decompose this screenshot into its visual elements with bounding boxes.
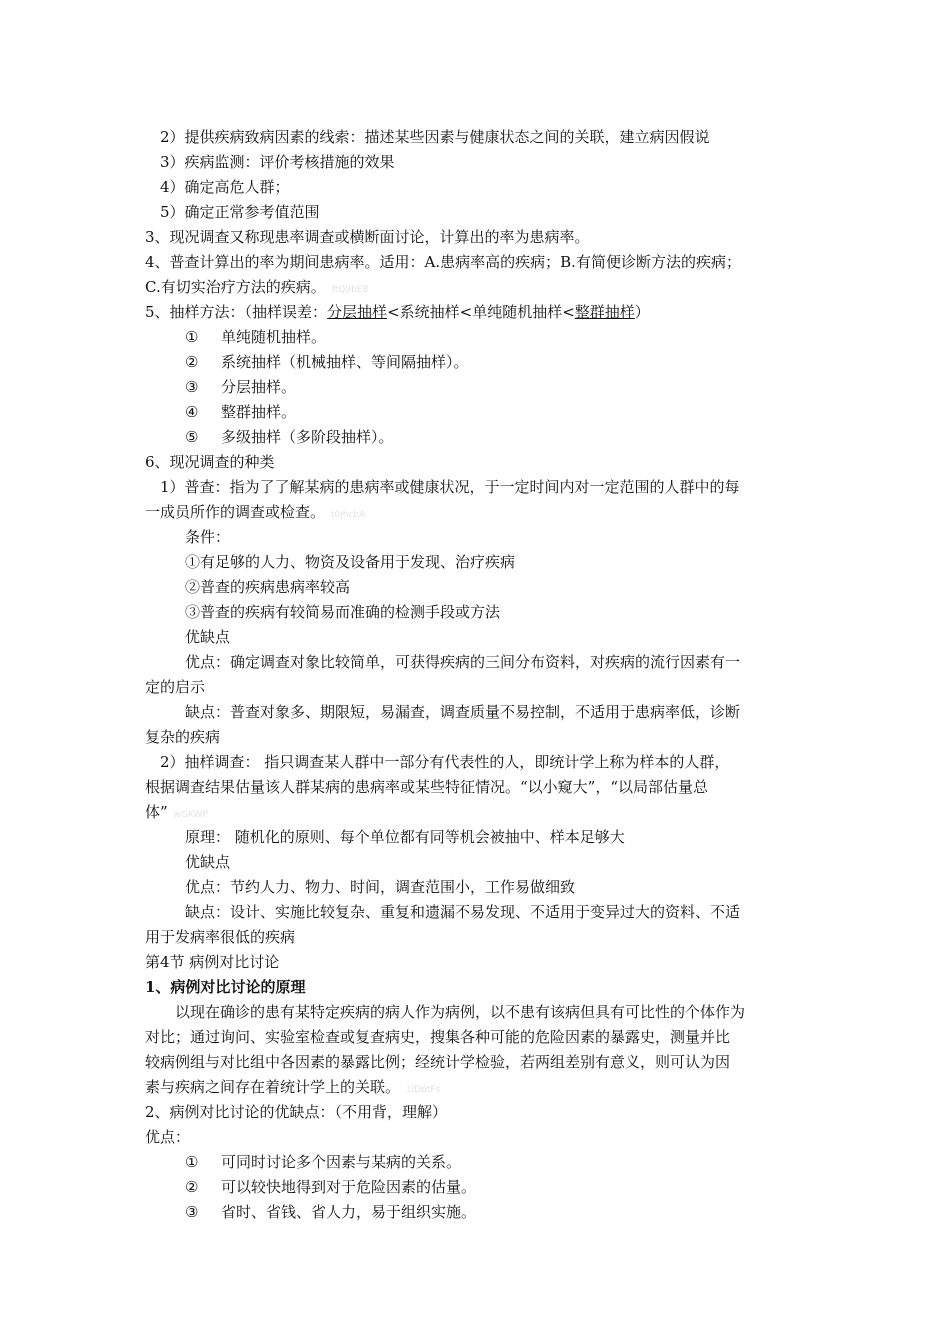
list-item-6: 6、现况调查的种类 <box>145 453 275 471</box>
text-line: 5）确定正常参考值范围 <box>160 203 320 221</box>
subsection-heading: 2、病例对比讨论的优缺点：（不用背，理解） <box>145 1103 448 1121</box>
list-text: 系统抽样（机械抽样、等间隔抽样）。 <box>221 353 469 371</box>
list-number: ④ <box>185 403 199 421</box>
watermark: t0jhcbA <box>331 510 366 520</box>
text-line: 缺点：普查对象多、期限短，易漏查，调查质量不易控制，不适用于患病率低，诊断 <box>185 703 741 721</box>
list-text: 省时、省钱、省人力，易于组织实施。 <box>221 1203 477 1221</box>
list-number: ② <box>185 1178 199 1196</box>
list-number: ③ <box>185 378 199 396</box>
list-number: ⑤ <box>185 428 199 446</box>
list-number: ① <box>185 1153 199 1171</box>
text-line: 复杂的疾病 <box>145 728 221 746</box>
subsection-heading: 1、病例对比讨论的原理 <box>145 978 306 996</box>
cluster-sampling: 整群抽样 <box>574 303 635 321</box>
list-number: ③ <box>185 1203 199 1221</box>
watermark: wGKWP <box>173 810 208 820</box>
text-line: 优点：节约人力、物力、时间，调查范围小，工作易做细致 <box>185 878 576 896</box>
watermark: ftQ9bE8 <box>331 285 369 295</box>
text-line: 优点：确定调查对象比较简单，可获得疾病的三间分布资料，对疾病的流行因素有一 <box>185 653 741 671</box>
text-line <box>145 500 807 524</box>
text-line <box>145 275 807 299</box>
sampling-heading: 5、抽样方法：（抽样误差： <box>145 303 328 321</box>
list-item-4: 4、普查计算出的率为期间患病率。适用：A.患病率高的疾病；B.有简便诊断方法的疾病； <box>145 253 741 271</box>
text-line: 定的启示 <box>145 678 206 696</box>
list-text: 可以较快地得到对于危险因素的估量。 <box>221 1178 477 1196</box>
text-line-content: 一成员所作的调查或检查。 <box>145 503 326 521</box>
text-line-content: 体” <box>145 803 168 821</box>
text-line-content: C.有切实治疗方法的疾病。 <box>145 278 326 296</box>
text-line: 缺点：设计、实施比较复杂、重复和遗漏不易发现、不适用于变异过大的资料、不适 <box>185 903 741 921</box>
list-item <box>185 425 807 449</box>
text-line: 优缺点 <box>185 628 231 646</box>
text-line: 4）确定高危人群； <box>160 178 290 196</box>
text-line: 条件： <box>185 528 231 546</box>
text-line: ③普查的疾病有较简易而准确的检测手段或方法 <box>185 603 501 621</box>
text-line: 根据调查结果估量该人群某病的患病率或某些特征情况。“以小窥大”，“以局部估量总 <box>145 778 709 796</box>
list-number: ① <box>185 328 199 346</box>
text-line-content: 素与疾病之间存在着统计学上的关联。 <box>145 1078 401 1096</box>
list-item <box>185 325 807 349</box>
text-line: 2）抽样调查： 指只调查某人群中一部分有代表性的人，即统计学上称为样本的人群， <box>160 753 730 771</box>
text-line: ②普查的疾病患病率较高 <box>185 578 351 596</box>
section-heading: 第4节 病例对比讨论 <box>145 953 280 971</box>
list-item <box>185 350 807 374</box>
list-item-5 <box>145 300 807 324</box>
text-line <box>145 800 807 824</box>
list-item <box>185 1150 807 1174</box>
text-line: 优点： <box>145 1128 191 1146</box>
text-line: 原理： 随机化的原则、每个单位都有同等机会被抽中、样本足够大 <box>185 828 625 846</box>
list-item <box>185 1175 807 1199</box>
text-line: 较病例组与对比组中各因素的暴露比例；经统计学检验，若两组差别有意义，则可认为因 <box>145 1053 731 1071</box>
list-text: 单纯随机抽样。 <box>221 328 327 346</box>
list-text: 可同时讨论多个因素与某病的关系。 <box>221 1153 462 1171</box>
text-line: ①有足够的人力、物资及设备用于发现、治疗疾病 <box>185 553 516 571</box>
text-line: 以现在确诊的患有某特定疾病的病人作为病例，以不患有该病但具有可比性的个体作为 <box>175 1003 746 1021</box>
list-text: 分层抽样。 <box>221 378 297 396</box>
watermark: 1lD6tFs <box>406 1085 441 1095</box>
text-line: 用于发病率很低的疾病 <box>145 928 296 946</box>
list-item-3: 3、现况调查又称现患率调查或横断面讨论，计算出的率为患病率。 <box>145 228 590 246</box>
text-line: 2）提供疾病致病因素的线索：描述某些因素与健康状态之间的关联，建立病因假说 <box>160 128 710 146</box>
list-text: 整群抽样。 <box>221 403 297 421</box>
list-item <box>185 375 807 399</box>
list-item <box>185 1200 807 1224</box>
list-item <box>185 400 807 424</box>
list-text: 多级抽样（多阶段抽样）。 <box>221 428 394 446</box>
list-number: ② <box>185 353 199 371</box>
text-line: 优缺点 <box>185 853 231 871</box>
text-line: 3）疾病监测：评价考核措施的效果 <box>160 153 395 171</box>
sampling-order: <系统抽样<单纯随机抽样< <box>387 303 575 321</box>
closing-paren: ） <box>634 303 650 321</box>
text-line: 对比；通过询问、实验室检查或复查病史，搜集各种可能的危险因素的暴露史，测量并比 <box>145 1028 731 1046</box>
text-line <box>145 1075 807 1099</box>
text-line: 1）普查：指为了了解某病的患病率或健康状况，于一定时间内对一定范围的人群中的每 <box>160 478 740 496</box>
stratified-sampling: 分层抽样 <box>327 303 388 321</box>
